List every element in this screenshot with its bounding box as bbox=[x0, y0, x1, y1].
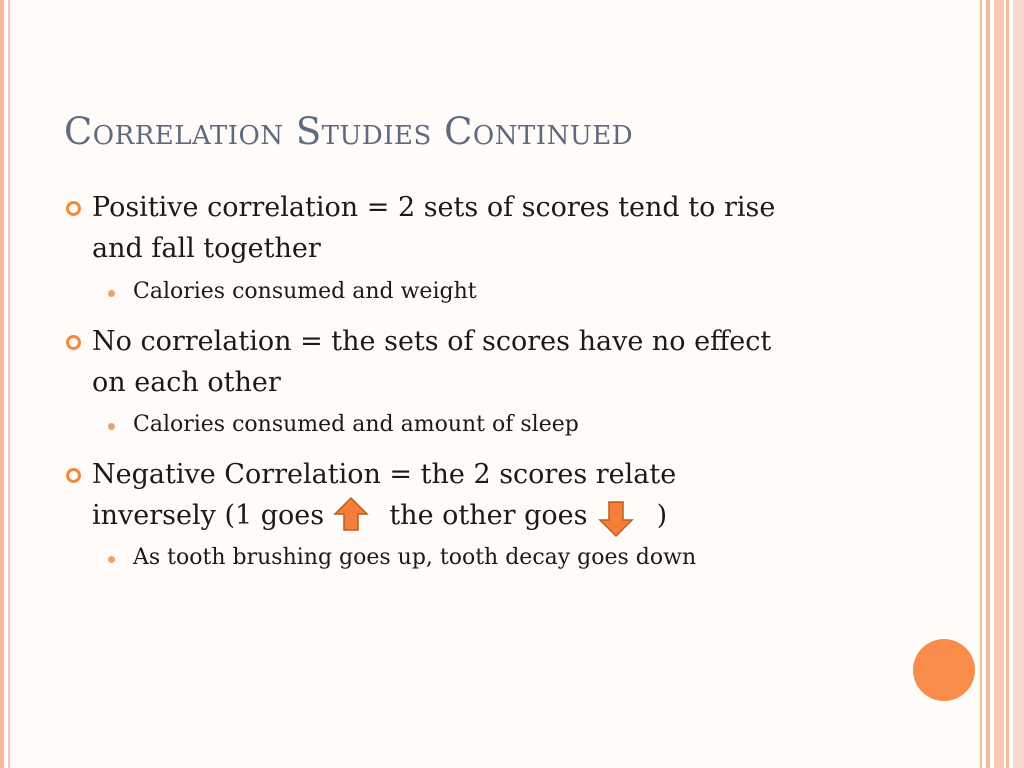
frame-stripe-left bbox=[0, 0, 4, 768]
bullet-text-line1: No correlation = the sets of scores have no effect bbox=[92, 326, 772, 357]
sub-bullet-tooth-brushing: As tooth brushing goes up, tooth decay goes down bbox=[133, 545, 697, 570]
bullet-positive-correlation bbox=[92, 187, 892, 269]
sub-bullet-dot-icon bbox=[108, 556, 115, 563]
bullet-no-correlation bbox=[92, 321, 892, 403]
slide-title: Correlation Studies Continued bbox=[64, 110, 634, 153]
bullet-text-line2: on each other bbox=[92, 367, 281, 398]
bullet-ring-icon bbox=[66, 201, 81, 216]
bullet-text-part1: inversely (1 goes bbox=[92, 500, 325, 531]
frame-stripe-right-5 bbox=[1013, 0, 1024, 768]
frame-stripe-right-4 bbox=[1006, 0, 1009, 768]
bullet-text-line1: Negative Correlation = the 2 scores relate bbox=[92, 459, 677, 490]
frame-stripe-right-3 bbox=[994, 0, 1004, 768]
bullet-text-line1: Positive correlation = 2 sets of scores tend to rise bbox=[92, 192, 776, 223]
sub-bullet-calories-weight: Calories consumed and weight bbox=[133, 279, 477, 304]
frame-stripe-right-2 bbox=[986, 0, 990, 768]
bullet-negative-correlation bbox=[92, 454, 892, 538]
sub-bullet-dot-icon bbox=[108, 290, 115, 297]
down-arrow-icon bbox=[598, 500, 634, 538]
sub-bullet-dot-icon bbox=[108, 423, 115, 430]
bullet-ring-icon bbox=[66, 335, 81, 350]
bullet-text-part3: ) bbox=[656, 500, 668, 531]
bullet-text-line2: and fall together bbox=[92, 233, 321, 264]
bullet-text-line2-row bbox=[92, 495, 892, 538]
decorative-circle bbox=[913, 639, 975, 701]
sub-bullet-calories-sleep: Calories consumed and amount of sleep bbox=[133, 412, 579, 437]
bullet-ring-icon bbox=[66, 468, 81, 483]
up-arrow-icon bbox=[333, 496, 369, 532]
bullet-text-part2: the other goes bbox=[389, 500, 588, 531]
frame-stripe-right-1 bbox=[980, 0, 982, 768]
